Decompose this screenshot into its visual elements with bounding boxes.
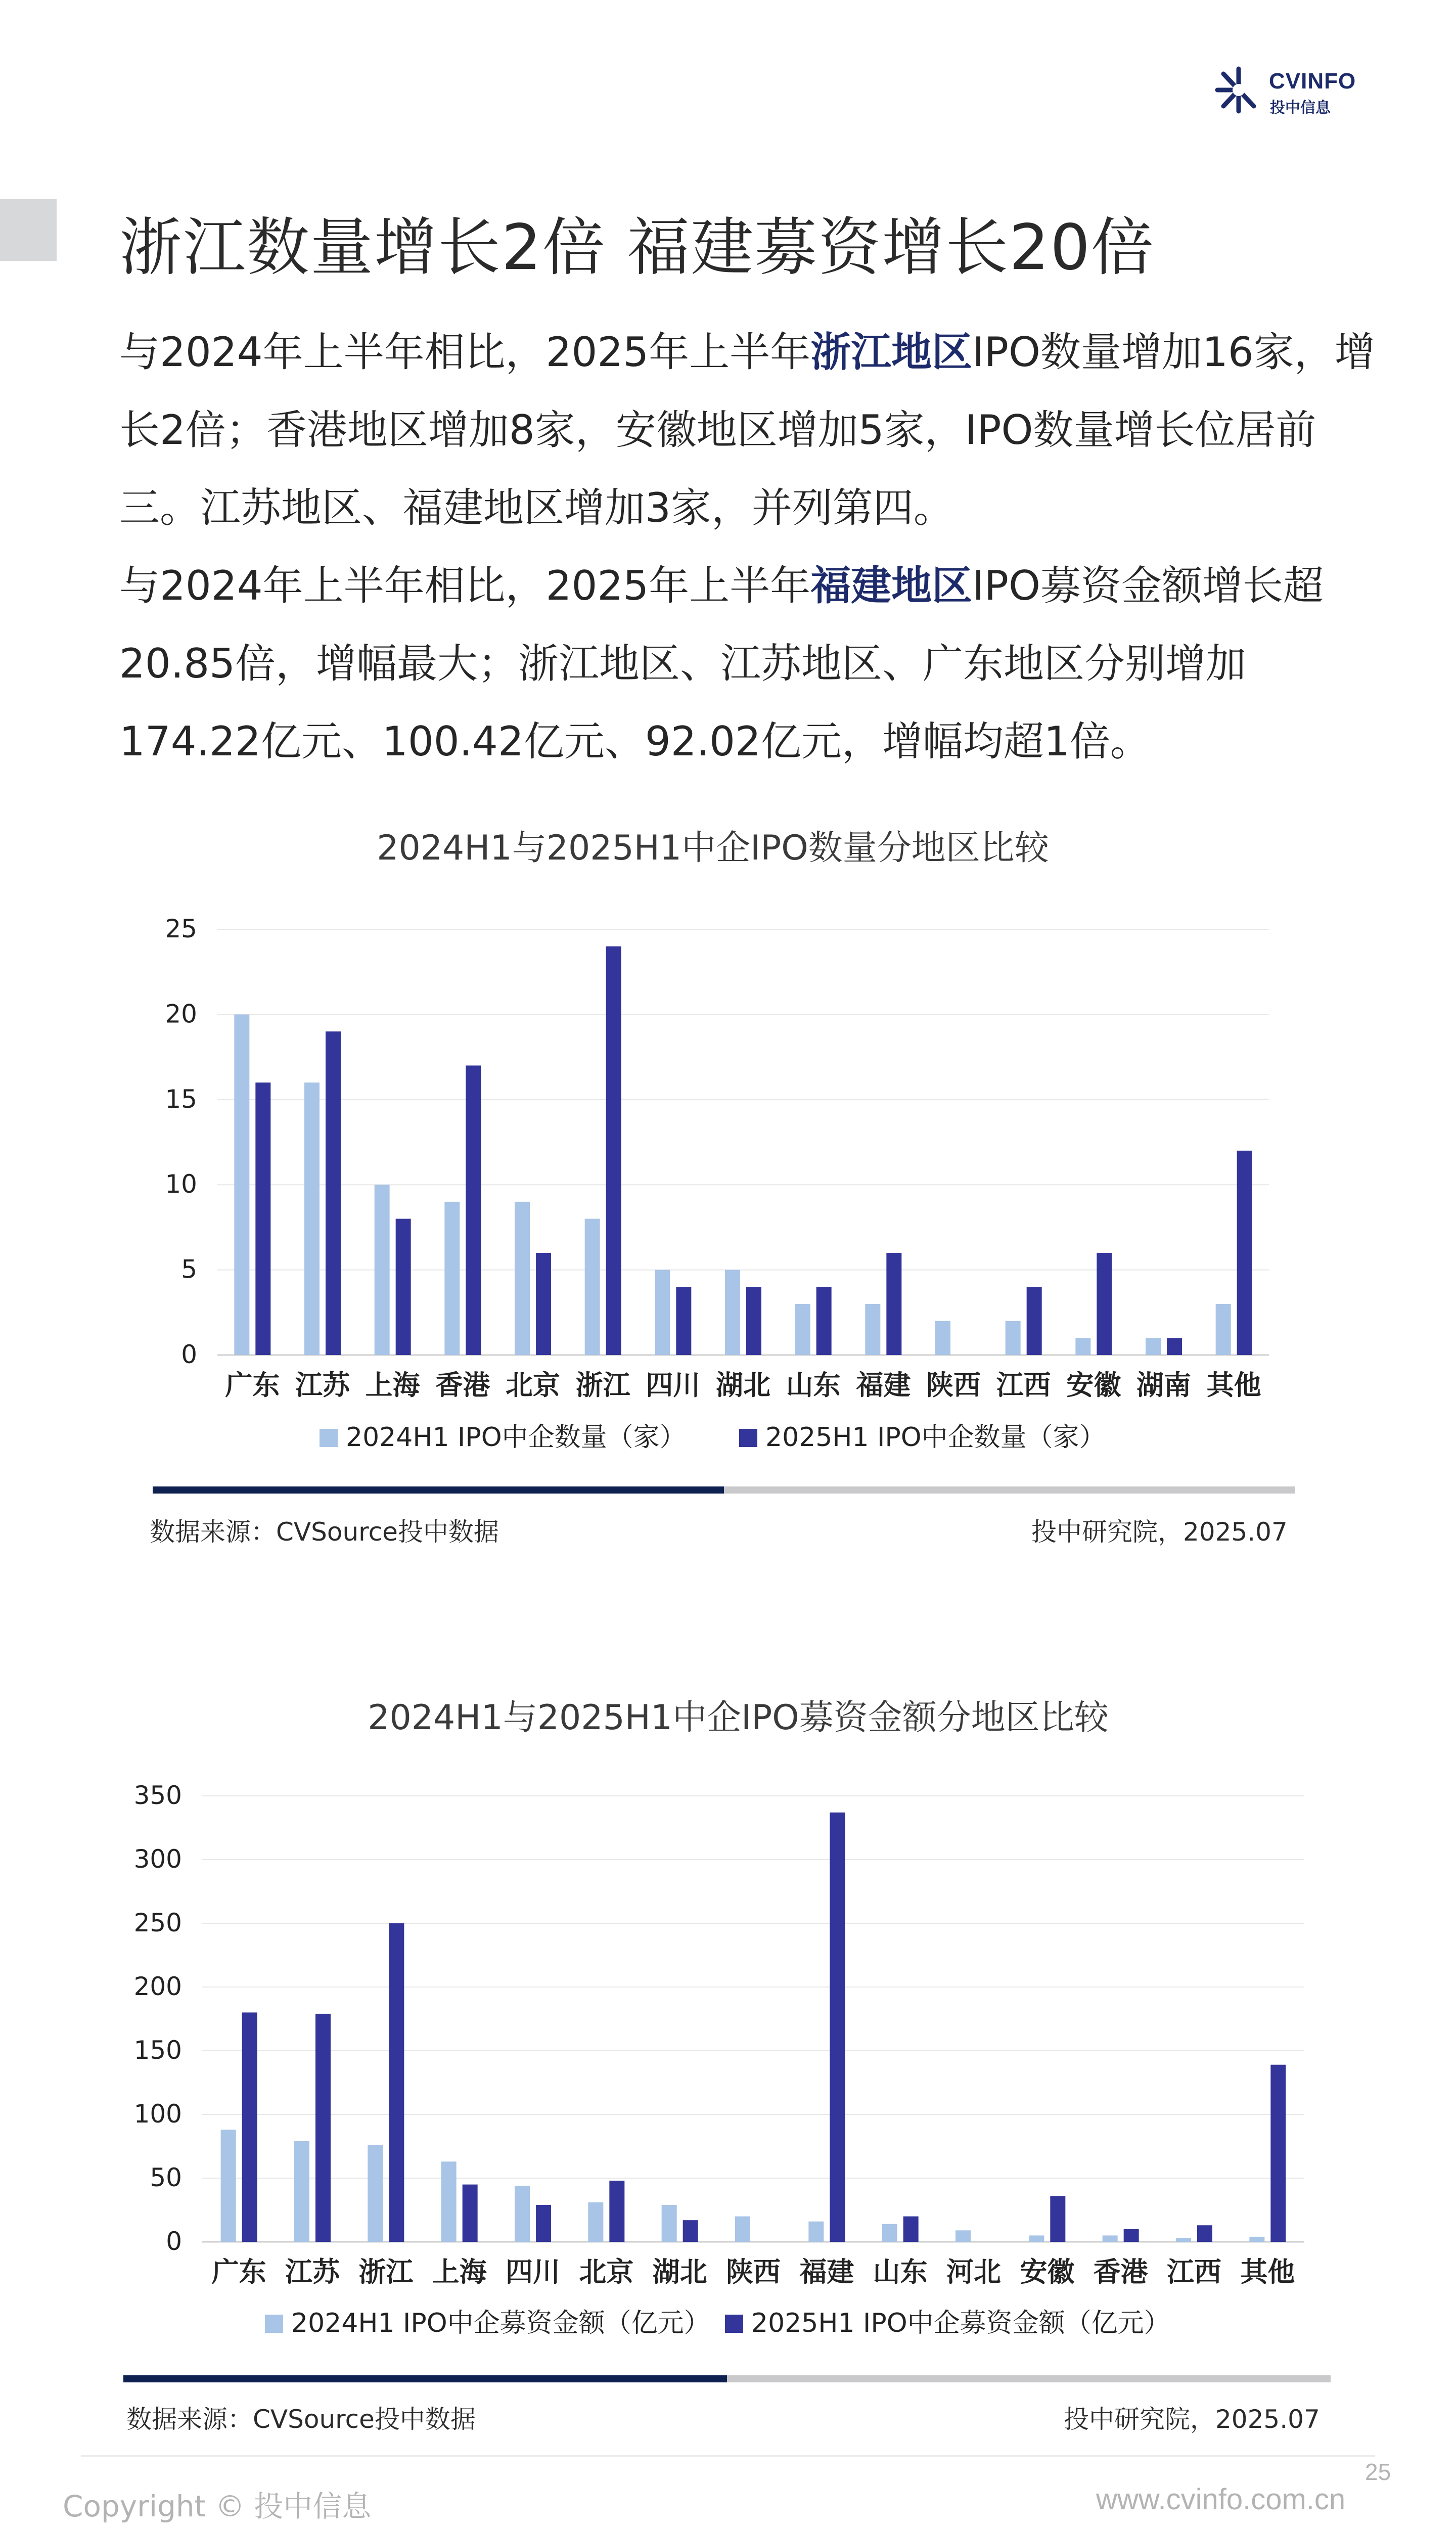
y-tick-label: 25	[165, 914, 197, 943]
category-label: 湖北	[652, 2256, 707, 2288]
ipo-funding-chart	[0, 1684, 1456, 2356]
y-tick-label: 0	[166, 2227, 182, 2256]
page-number: 25	[1365, 2459, 1391, 2485]
bar-2025h1	[396, 1219, 411, 1355]
bar-2025h1	[1027, 1287, 1042, 1355]
bar-2025h1	[536, 2205, 551, 2242]
chart1-divider-light	[724, 1486, 1295, 1494]
bar-2025h1	[536, 1253, 551, 1355]
legend-swatch	[739, 1429, 757, 1447]
y-tick-label: 300	[133, 1844, 182, 1874]
bar-2024h1	[1029, 2235, 1044, 2242]
category-label: 浙江	[575, 1369, 630, 1401]
bar-2024h1	[795, 1304, 810, 1355]
bar-2024h1	[956, 2230, 971, 2242]
y-tick-label: 10	[165, 1169, 197, 1199]
category-label: 香港	[1093, 2256, 1148, 2288]
bar-2024h1	[735, 2217, 750, 2242]
y-tick-label: 100	[133, 2099, 182, 2129]
bar-2024h1	[1103, 2235, 1118, 2242]
y-tick-label: 200	[133, 1972, 182, 2001]
paragraph-funding-highlight: 福建地区	[810, 562, 973, 609]
category-label: 湖北	[716, 1369, 770, 1401]
bar-2024h1	[368, 2145, 383, 2242]
y-tick-label: 0	[181, 1340, 197, 1369]
chart1-source: 数据来源：CVSource投中数据	[150, 1517, 499, 1547]
paragraph-count-post: IPO数量增加16家，增长2倍；香港地区增加8家，安徽地区增加5家，IPO数量增长位居前三。江苏地区、福建地区增加3家，并列第四。	[119, 329, 1375, 531]
bar-2025h1	[315, 2014, 331, 2242]
category-label: 山东	[873, 2256, 928, 2288]
bar-2025h1	[746, 1287, 761, 1355]
bar-2025h1	[1270, 2065, 1286, 2242]
logo-burst-icon	[1213, 65, 1264, 115]
chart2-divider-light	[727, 2375, 1331, 2382]
bar-2024h1	[588, 2202, 603, 2242]
bar-2024h1	[294, 2141, 309, 2242]
bar-2024h1	[725, 1270, 740, 1355]
bar-2024h1	[221, 2130, 236, 2242]
category-label: 四川	[646, 1369, 701, 1401]
chart-title: 2024H1与2025H1中企IPO数量分地区比较	[377, 828, 1049, 868]
legend-label: 2024H1 IPO中企募资金额（亿元）	[291, 2308, 710, 2338]
chart2-source: 数据来源：CVSource投中数据	[126, 2405, 476, 2434]
bar-2025h1	[830, 1813, 845, 2242]
ipo-count-chart	[0, 809, 1456, 1481]
category-label: 陕西	[926, 1369, 981, 1401]
bar-2024h1	[441, 2161, 457, 2242]
bar-2024h1	[882, 2224, 897, 2242]
legend-swatch	[265, 2315, 283, 2333]
bar-2024h1	[1006, 1321, 1021, 1355]
bar-2025h1	[326, 1031, 341, 1355]
bar-2024h1	[444, 1202, 460, 1355]
bar-2024h1	[515, 2186, 530, 2242]
bar-2025h1	[466, 1065, 481, 1355]
category-label: 其他	[1240, 2256, 1295, 2288]
footer-url[interactable]: www.cvinfo.com.cn	[1096, 2483, 1346, 2516]
category-label: 浙江	[358, 2256, 414, 2288]
paragraph-count-highlight: 浙江地区	[810, 329, 973, 376]
y-tick-label: 50	[150, 2163, 182, 2192]
footer-copyright: Copyright © 投中信息	[63, 2489, 372, 2523]
y-tick-label: 20	[165, 999, 197, 1029]
paragraph-funding-post: IPO募资金额增长超20.85倍，增幅最大；浙江地区、江苏地区、广东地区分别增加174.22亿元、100.42亿元、92.02亿元，增幅均超1倍。	[119, 562, 1324, 765]
legend-label: 2025H1 IPO中企数量（家）	[765, 1422, 1106, 1453]
category-label: 江苏	[295, 1369, 350, 1401]
bar-2024h1	[1249, 2237, 1264, 2242]
bar-2025h1	[683, 2220, 698, 2242]
y-tick-label: 15	[165, 1084, 197, 1114]
bar-2024h1	[515, 1202, 530, 1355]
bar-2025h1	[1124, 2229, 1139, 2242]
category-label: 上海	[365, 1369, 420, 1401]
paragraph-count-pre: 与2024年上半年相比，2025年上半年	[119, 329, 811, 376]
category-label: 山东	[786, 1369, 841, 1401]
bar-2025h1	[609, 2181, 624, 2242]
category-label: 北京	[506, 1369, 560, 1401]
bar-2025h1	[606, 946, 621, 1355]
category-label: 河北	[946, 2256, 1001, 2288]
category-label: 广东	[225, 1369, 280, 1401]
bar-2025h1	[1097, 1253, 1112, 1355]
bar-2024h1	[1075, 1338, 1090, 1355]
bar-2024h1	[1146, 1338, 1161, 1355]
bar-2025h1	[255, 1082, 270, 1355]
y-tick-label: 5	[181, 1254, 197, 1284]
bar-2024h1	[662, 2205, 677, 2242]
category-label: 湖南	[1136, 1369, 1191, 1401]
paragraph-funding	[119, 547, 1383, 781]
legend-swatch	[320, 1429, 338, 1447]
bar-2024h1	[1216, 1304, 1231, 1355]
legend-label: 2024H1 IPO中企数量（家）	[346, 1422, 686, 1453]
logo-text-cn: 投中信息	[1270, 99, 1331, 117]
bar-2025h1	[463, 2185, 478, 2242]
chart-title: 2024H1与2025H1中企IPO募资金额分地区比较	[368, 1698, 1109, 1738]
chart2-credit: 投中研究院，2025.07	[1064, 2405, 1320, 2434]
bar-2024h1	[655, 1270, 670, 1355]
bar-2025h1	[389, 1923, 404, 2242]
page-title: 浙江数量增长2倍 福建募资增长20倍	[119, 211, 1155, 284]
bar-2025h1	[1197, 2225, 1212, 2242]
category-label: 香港	[435, 1369, 490, 1401]
bar-2024h1	[375, 1185, 390, 1355]
chart1-credit: 投中研究院，2025.07	[1031, 1517, 1288, 1547]
category-label: 广东	[211, 2256, 266, 2288]
bar-2025h1	[1167, 1338, 1182, 1355]
logo-text-en: CVINFO	[1269, 69, 1356, 94]
y-tick-label: 150	[133, 2036, 182, 2065]
category-label: 安徽	[1020, 2256, 1075, 2288]
category-label: 福建	[856, 1369, 911, 1401]
category-label: 陕西	[726, 2256, 781, 2288]
bar-2024h1	[234, 1014, 249, 1355]
y-tick-label: 250	[133, 1908, 182, 1937]
bar-2025h1	[816, 1287, 832, 1355]
category-label: 安徽	[1066, 1369, 1121, 1401]
category-label: 上海	[432, 2256, 487, 2288]
category-label: 北京	[579, 2256, 634, 2288]
paragraph-count	[119, 313, 1383, 547]
category-label: 江苏	[285, 2256, 340, 2288]
bar-2024h1	[808, 2222, 824, 2242]
title-accent-bar	[0, 199, 57, 261]
paragraph-funding-pre: 与2024年上半年相比，2025年上半年	[119, 562, 811, 609]
bar-2024h1	[1176, 2238, 1191, 2242]
bar-2024h1	[585, 1219, 600, 1355]
category-label: 福建	[799, 2256, 854, 2288]
bar-2025h1	[1237, 1151, 1252, 1355]
bar-2025h1	[1050, 2196, 1065, 2242]
category-label: 其他	[1206, 1369, 1261, 1401]
brand-logo	[1213, 65, 1365, 120]
bar-2025h1	[903, 2217, 919, 2242]
bar-2025h1	[242, 2012, 257, 2242]
bar-2025h1	[676, 1287, 691, 1355]
category-label: 江西	[996, 1369, 1051, 1401]
legend-swatch	[725, 2315, 743, 2333]
bar-2025h1	[886, 1253, 901, 1355]
category-label: 四川	[506, 2256, 560, 2288]
chart2-divider-dark	[123, 2375, 727, 2382]
y-tick-label: 350	[133, 1781, 182, 1810]
chart1-divider-dark	[153, 1486, 724, 1494]
bar-2024h1	[304, 1082, 320, 1355]
bar-2024h1	[865, 1304, 880, 1355]
category-label: 江西	[1167, 2256, 1221, 2288]
legend-label: 2025H1 IPO中企募资金额（亿元）	[751, 2308, 1170, 2338]
footer-divider	[81, 2455, 1375, 2457]
bar-2024h1	[935, 1321, 950, 1355]
